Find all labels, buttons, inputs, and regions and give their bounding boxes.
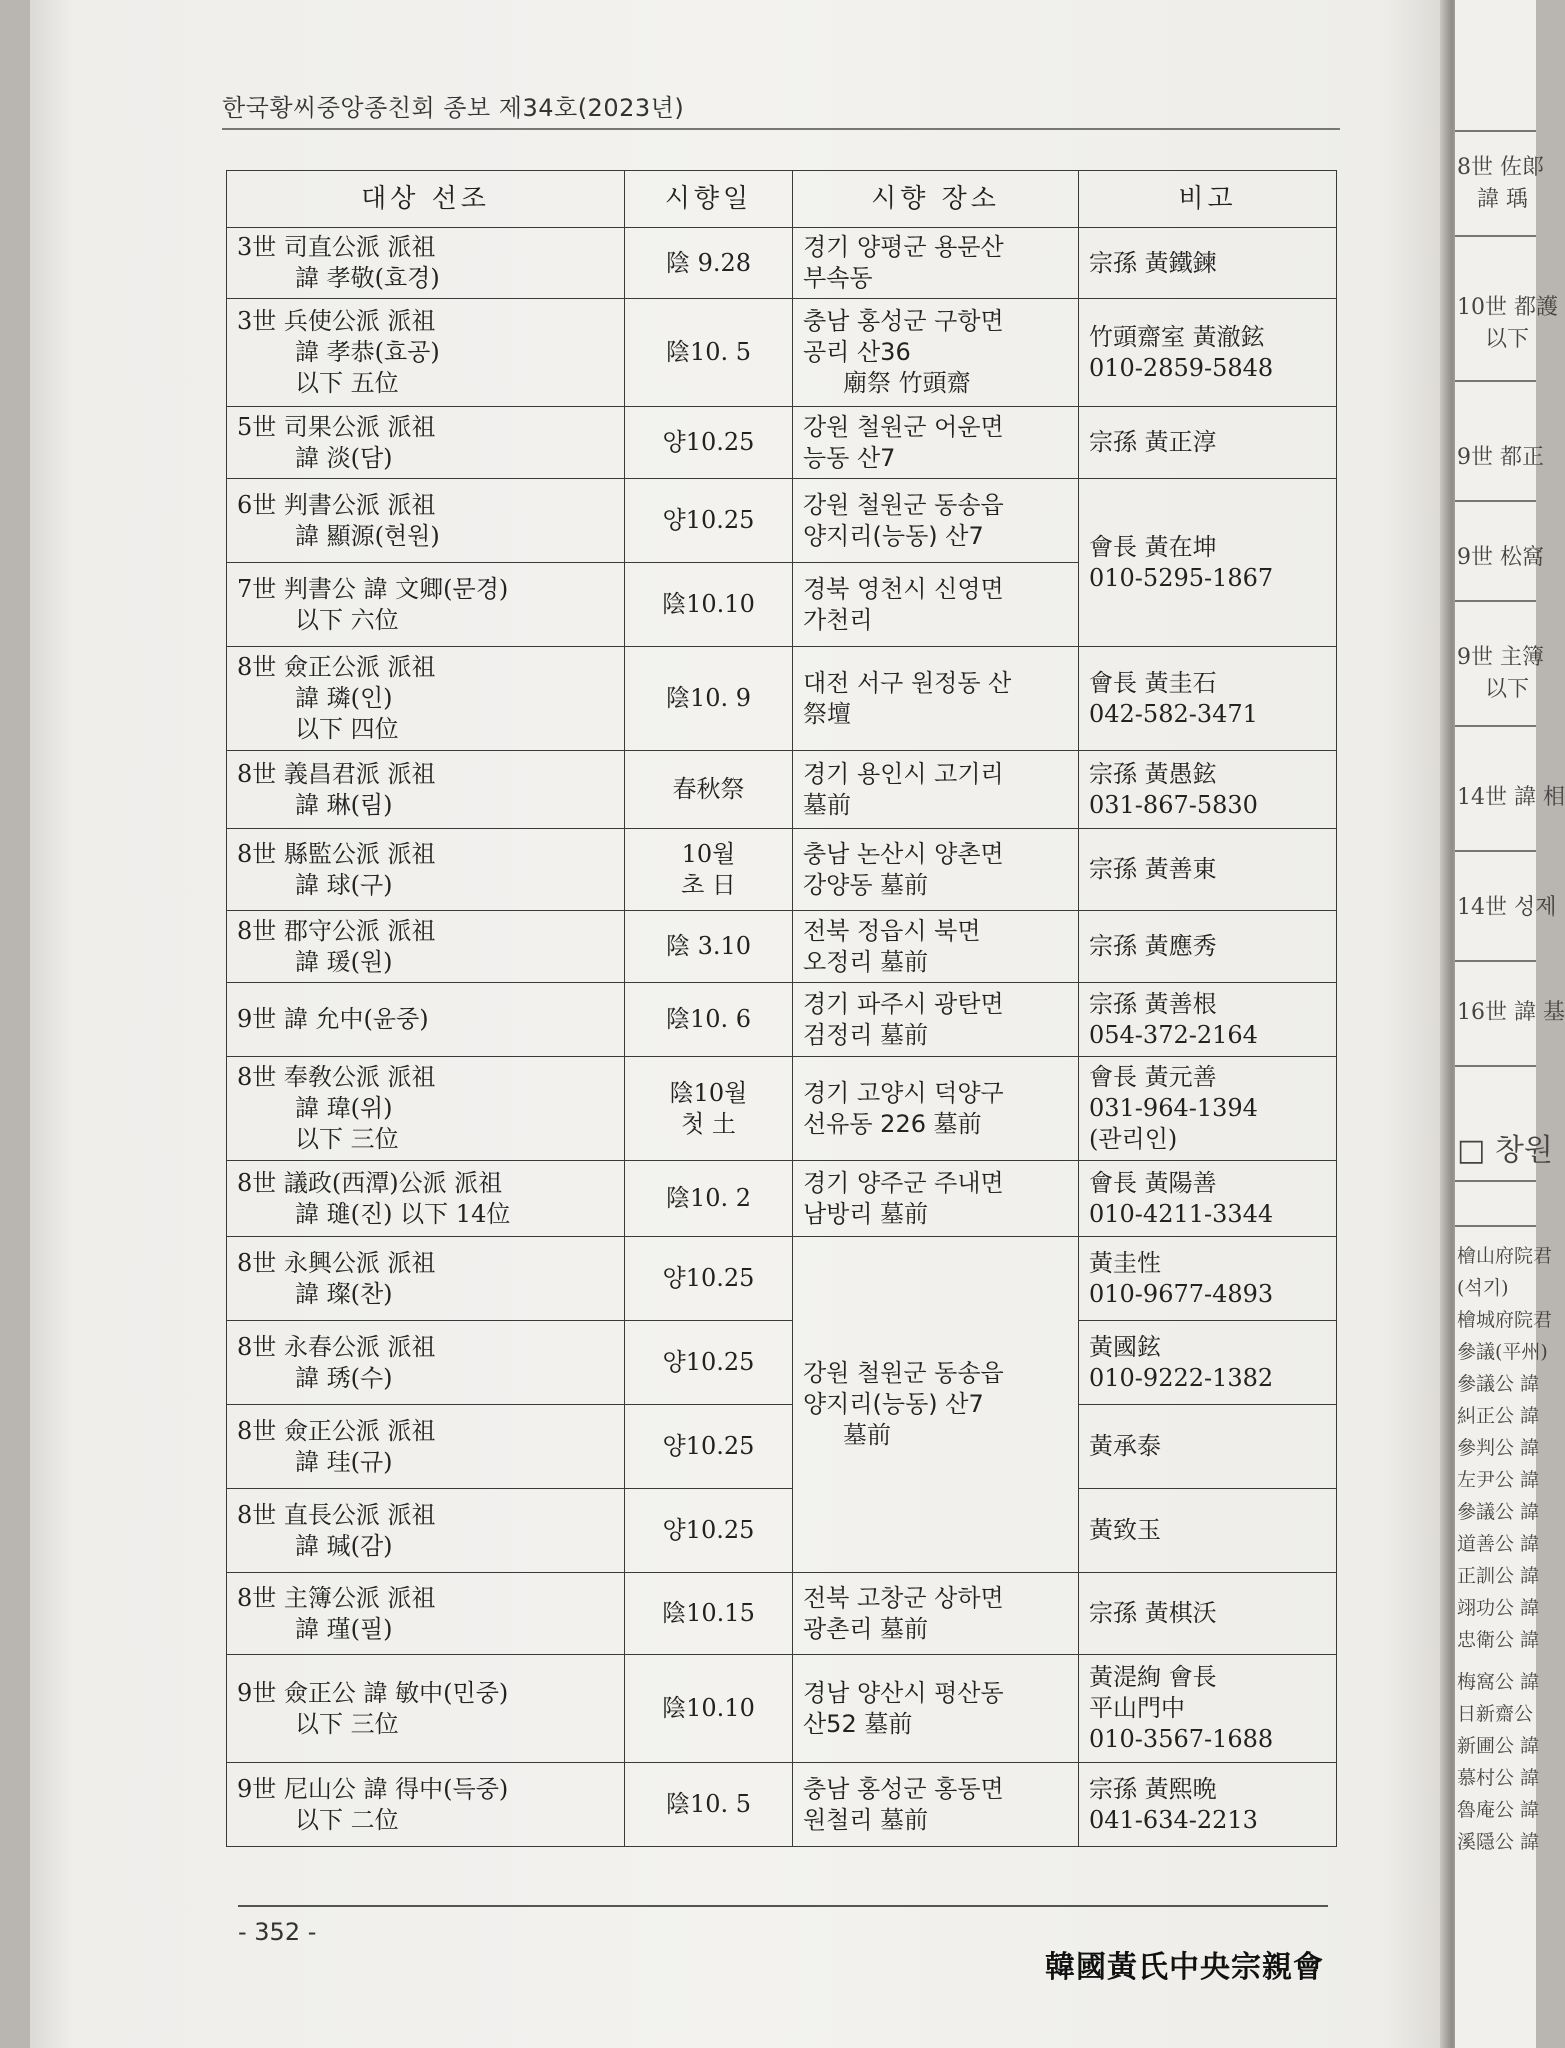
date-line: 첫 土 bbox=[681, 1109, 736, 1138]
ancestor-line: 7世 判書公 諱 文卿(문경) bbox=[237, 574, 509, 603]
column-header-date: 시향일 bbox=[625, 171, 793, 228]
ancestor-line: 8世 議政(西潭)公派 派祖 bbox=[237, 1168, 503, 1197]
note-cell bbox=[1079, 299, 1337, 407]
facing-page-rule bbox=[1455, 380, 1536, 382]
date-line: 陰10. 5 bbox=[665, 338, 752, 366]
date-cell bbox=[625, 479, 793, 563]
memorial-rites-table bbox=[226, 170, 1337, 1847]
note-cell bbox=[1079, 1655, 1337, 1763]
ancestor-cell bbox=[227, 1489, 625, 1573]
date-line: 陰10. 5 bbox=[665, 1790, 752, 1818]
place-line: 墓前 bbox=[843, 1421, 891, 1449]
note-line: 黃圭性 bbox=[1089, 1248, 1161, 1277]
ancestor-cell bbox=[227, 983, 625, 1057]
note-line: 黃致玉 bbox=[1089, 1516, 1161, 1544]
ancestor-line: 以下 五位 bbox=[295, 369, 399, 397]
place-cell bbox=[793, 983, 1079, 1057]
ancestor-line: 8世 永興公派 派祖 bbox=[237, 1248, 436, 1277]
facing-page-text: 10世 都護 bbox=[1457, 295, 1558, 320]
note-line: 010-4211-3344 bbox=[1089, 1199, 1274, 1228]
note-line: 宗孫 黃正淳 bbox=[1089, 428, 1217, 456]
table-row bbox=[227, 983, 1337, 1057]
ancestor-cell bbox=[227, 1655, 625, 1763]
facing-page-rule bbox=[1455, 1065, 1536, 1067]
table-row bbox=[227, 829, 1337, 911]
note-line: 010-2859-5848 bbox=[1089, 353, 1274, 382]
table-row bbox=[227, 1057, 1337, 1161]
ancestor-line: 8世 直長公派 派祖 bbox=[237, 1500, 436, 1529]
table-row bbox=[227, 1237, 1337, 1321]
ancestor-cell bbox=[227, 563, 625, 647]
facing-page-list-item: 檜山府院君 bbox=[1457, 1245, 1553, 1267]
place-line: 강원 철원군 어운면 bbox=[803, 412, 1004, 441]
place-line: 원철리 墓前 bbox=[803, 1805, 929, 1834]
facing-page-list-item: 溪隱公 諱 bbox=[1457, 1831, 1540, 1853]
facing-page-list-item: (석기) bbox=[1457, 1277, 1509, 1299]
column-header-ancestor: 대상 선조 bbox=[227, 171, 625, 228]
date-cell bbox=[625, 563, 793, 647]
date-cell bbox=[625, 829, 793, 911]
place-line: 산52 墓前 bbox=[803, 1709, 913, 1738]
ancestor-line: 3世 兵使公派 派祖 bbox=[237, 307, 436, 335]
facing-page-list-item: 忠衛公 諱 bbox=[1457, 1629, 1540, 1651]
facing-page-list-item: 梅窩公 諱 bbox=[1457, 1671, 1540, 1693]
place-line: 전북 정읍시 북면 bbox=[803, 916, 981, 945]
facing-page-rule bbox=[1455, 725, 1536, 727]
ancestor-line: 諱 淡(담) bbox=[295, 443, 393, 472]
facing-page-text: 以下 bbox=[1485, 677, 1530, 702]
facing-page-list-item: 道善公 諱 bbox=[1457, 1533, 1540, 1555]
date-line: 陰10. 2 bbox=[665, 1184, 752, 1212]
facing-page-list-item: 魯庵公 諱 bbox=[1457, 1799, 1540, 1821]
date-cell bbox=[625, 1489, 793, 1573]
note-cell bbox=[1079, 911, 1337, 983]
note-cell bbox=[1079, 1489, 1337, 1573]
place-cell bbox=[793, 1237, 1079, 1573]
date-line: 양10.25 bbox=[662, 1432, 755, 1460]
note-line: 042-582-3471 bbox=[1089, 699, 1258, 728]
ancestor-line: 諱 球(구) bbox=[295, 870, 393, 899]
table-row bbox=[227, 751, 1337, 829]
place-line: 대전 서구 원정동 산 bbox=[803, 668, 1012, 697]
place-cell bbox=[793, 299, 1079, 407]
facing-page-list-item: 糾正公 諱 bbox=[1457, 1405, 1540, 1427]
place-line: 공리 산36 bbox=[803, 338, 911, 366]
facing-page-list-item: 正訓公 諱 bbox=[1457, 1565, 1540, 1587]
place-cell bbox=[793, 479, 1079, 563]
place-line: 경북 영천시 신영면 bbox=[803, 574, 1004, 603]
date-line: 양10.25 bbox=[662, 1348, 755, 1376]
date-cell bbox=[625, 647, 793, 751]
column-header-place: 시향 장소 bbox=[793, 171, 1079, 228]
note-line: 010-3567-1688 bbox=[1089, 1725, 1274, 1753]
table-row bbox=[227, 299, 1337, 407]
place-line: 墓前 bbox=[803, 790, 851, 819]
date-cell bbox=[625, 1237, 793, 1321]
date-cell bbox=[625, 1763, 793, 1847]
ancestor-line: 8世 僉正公派 派祖 bbox=[237, 653, 436, 681]
facing-page-list-item: 慕村公 諱 bbox=[1457, 1767, 1540, 1789]
place-line: 祭壇 bbox=[803, 699, 851, 728]
date-line: 양10.25 bbox=[662, 1264, 755, 1292]
note-cell bbox=[1079, 1405, 1337, 1489]
place-cell bbox=[793, 1161, 1079, 1237]
place-line: 전북 고창군 상하면 bbox=[803, 1583, 1004, 1612]
facing-page-rule bbox=[1455, 850, 1536, 852]
facing-page-text: 以下 bbox=[1485, 327, 1530, 352]
date-cell bbox=[625, 1573, 793, 1655]
page-number: - 352 - bbox=[238, 1918, 317, 1946]
ancestor-line: 5世 司果公派 派祖 bbox=[237, 412, 436, 441]
ancestor-line: 9世 尼山公 諱 得中(득중) bbox=[237, 1774, 509, 1803]
note-line: 宗孫 黃善東 bbox=[1089, 855, 1217, 883]
note-cell bbox=[1079, 983, 1337, 1057]
table-row bbox=[227, 1763, 1337, 1847]
note-cell bbox=[1079, 1057, 1337, 1161]
table-row bbox=[227, 1321, 1337, 1405]
note-line: (관리인) bbox=[1089, 1125, 1178, 1153]
ancestor-line: 8世 主簿公派 派祖 bbox=[237, 1583, 436, 1612]
note-line: 054-372-2164 bbox=[1089, 1020, 1258, 1049]
facing-page-text: 8世 佐郞 bbox=[1457, 155, 1544, 180]
ancestor-line: 以下 四位 bbox=[295, 715, 399, 743]
ancestor-line: 3世 司直公派 派祖 bbox=[237, 233, 436, 261]
facing-page-text: 14世 성제 bbox=[1457, 895, 1557, 920]
ancestor-line: 諱 琇(수) bbox=[295, 1363, 393, 1392]
note-line: 竹頭齋室 黃澈鉉 bbox=[1089, 322, 1265, 351]
facing-page-list-item: 新圃公 諱 bbox=[1457, 1735, 1540, 1757]
place-line: 검정리 墓前 bbox=[803, 1020, 929, 1049]
date-cell bbox=[625, 1057, 793, 1161]
place-line: 경기 파주시 광탄면 bbox=[803, 989, 1004, 1018]
organization-logo-text: 韓國黃氏中央宗親會 bbox=[1045, 1950, 1324, 1985]
ancestor-line: 8世 永春公派 派祖 bbox=[237, 1332, 436, 1361]
note-line: 黃承泰 bbox=[1089, 1432, 1161, 1460]
note-cell bbox=[1079, 829, 1337, 911]
date-line: 양10.25 bbox=[662, 428, 755, 456]
note-cell bbox=[1079, 1237, 1337, 1321]
place-line: 경기 양평군 용문산 bbox=[803, 233, 1004, 261]
note-line: 031-964-1394 bbox=[1089, 1094, 1258, 1122]
note-cell bbox=[1079, 1763, 1337, 1847]
ancestor-line: 6世 判書公派 派祖 bbox=[237, 490, 436, 519]
place-line: 충남 홍성군 홍동면 bbox=[803, 1774, 1004, 1803]
place-line: 오정리 墓前 bbox=[803, 947, 929, 976]
note-line: 宗孫 黃棋沃 bbox=[1089, 1599, 1217, 1627]
place-cell bbox=[793, 563, 1079, 647]
facing-page-text: 諱 瑀 bbox=[1477, 187, 1528, 212]
note-line: 會長 黃在坤 bbox=[1089, 532, 1217, 561]
note-cell bbox=[1079, 407, 1337, 479]
date-line: 陰 9.28 bbox=[665, 248, 752, 277]
facing-page-section-title: □ 창원 bbox=[1457, 1133, 1553, 1168]
place-line: 경기 용인시 고기리 bbox=[803, 759, 1004, 788]
ancestor-line: 以下 二位 bbox=[295, 1805, 399, 1834]
date-cell bbox=[625, 299, 793, 407]
place-cell bbox=[793, 407, 1079, 479]
place-line: 경기 고양시 덕양구 bbox=[803, 1078, 1004, 1107]
place-line: 강원 철원군 동송읍 bbox=[803, 1359, 1004, 1387]
note-line: 會長 黃元善 bbox=[1089, 1063, 1217, 1091]
ancestor-line: 8世 奉敎公派 派祖 bbox=[237, 1063, 436, 1091]
facing-page-edge bbox=[1455, 0, 1565, 2048]
table-header-row bbox=[227, 171, 1337, 228]
place-cell bbox=[793, 829, 1079, 911]
ancestor-line: 諱 瑾(필) bbox=[295, 1614, 393, 1643]
note-line: 宗孫 黃愚鉉 bbox=[1089, 759, 1217, 788]
ancestor-line: 諱 璡(진) 以下 14位 bbox=[295, 1199, 511, 1228]
date-line: 陰10.15 bbox=[662, 1599, 755, 1627]
note-line: 宗孫 黃應秀 bbox=[1089, 932, 1217, 960]
place-line: 남방리 墓前 bbox=[803, 1199, 929, 1228]
ancestor-cell bbox=[227, 1763, 625, 1847]
note-line: 031-867-5830 bbox=[1089, 790, 1258, 819]
place-line: 경기 양주군 주내면 bbox=[803, 1168, 1004, 1197]
place-cell bbox=[793, 911, 1079, 983]
date-cell bbox=[625, 1655, 793, 1763]
date-cell bbox=[625, 1161, 793, 1237]
ancestor-cell bbox=[227, 1321, 625, 1405]
ancestor-line: 8世 郡守公派 派祖 bbox=[237, 916, 436, 945]
note-line: 010-5295-1867 bbox=[1089, 563, 1274, 592]
facing-page-rule bbox=[1455, 1180, 1536, 1182]
ancestor-cell bbox=[227, 647, 625, 751]
ancestor-line: 8世 縣監公派 派祖 bbox=[237, 839, 436, 868]
ancestor-cell bbox=[227, 1573, 625, 1655]
facing-page-text: 9世 都正 bbox=[1457, 445, 1544, 470]
date-line: 양10.25 bbox=[662, 506, 755, 534]
date-cell bbox=[625, 983, 793, 1057]
table-row bbox=[227, 479, 1337, 563]
ancestor-line: 諱 顯源(현원) bbox=[295, 521, 440, 550]
ancestor-line: 9世 僉正公 諱 敏中(민중) bbox=[237, 1678, 509, 1707]
facing-page-list-item: 左尹公 諱 bbox=[1457, 1469, 1540, 1491]
ancestor-cell bbox=[227, 407, 625, 479]
date-cell bbox=[625, 1321, 793, 1405]
ancestor-cell bbox=[227, 299, 625, 407]
facing-page-list-item: 參議公 諱 bbox=[1457, 1501, 1540, 1523]
place-line: 가천리 bbox=[803, 605, 873, 634]
ancestor-line: 以下 三位 bbox=[295, 1709, 399, 1738]
place-cell bbox=[793, 1573, 1079, 1655]
place-cell bbox=[793, 228, 1079, 299]
place-line: 양지리(능동) 산7 bbox=[803, 521, 984, 550]
facing-page-rule bbox=[1455, 960, 1536, 962]
note-cell bbox=[1079, 1161, 1337, 1237]
date-line: 10월 bbox=[681, 839, 736, 868]
note-line: 041-634-2213 bbox=[1089, 1805, 1258, 1834]
note-line: 黃湜絢 會長 bbox=[1089, 1663, 1217, 1691]
footer-rule bbox=[238, 1905, 1328, 1907]
table-row bbox=[227, 1655, 1337, 1763]
note-cell bbox=[1079, 228, 1337, 299]
date-line: 陰10.10 bbox=[662, 1694, 755, 1722]
date-line: 春秋祭 bbox=[672, 775, 745, 803]
note-line: 010-9222-1382 bbox=[1089, 1363, 1274, 1392]
table-row bbox=[227, 647, 1337, 751]
place-line: 선유동 226 墓前 bbox=[803, 1109, 982, 1138]
date-line: 陰10월 bbox=[669, 1078, 748, 1107]
date-line: 陰 3.10 bbox=[665, 932, 752, 960]
ancestor-cell bbox=[227, 1405, 625, 1489]
ancestor-line: 諱 孝恭(효공) bbox=[295, 338, 440, 366]
ancestor-line: 諱 琳(림) bbox=[295, 790, 393, 819]
ancestor-line: 以下 六位 bbox=[295, 605, 399, 634]
facing-page-list-item: 參判公 諱 bbox=[1457, 1437, 1540, 1459]
place-cell bbox=[793, 647, 1079, 751]
place-cell bbox=[793, 1655, 1079, 1763]
note-cell bbox=[1079, 479, 1337, 647]
note-line: 會長 黃圭石 bbox=[1089, 668, 1217, 697]
note-line: 宗孫 黃鐵鍊 bbox=[1089, 248, 1217, 277]
note-line: 宗孫 黃善根 bbox=[1089, 989, 1217, 1018]
place-cell bbox=[793, 751, 1079, 829]
facing-page-text: 16世 諱 基 bbox=[1457, 1000, 1565, 1025]
place-line: 능동 산7 bbox=[803, 443, 896, 472]
facing-page-list-item: 檜城府院君 bbox=[1457, 1309, 1553, 1331]
place-line: 강원 철원군 동송읍 bbox=[803, 490, 1004, 519]
ancestor-line: 8世 義昌君派 派祖 bbox=[237, 759, 436, 788]
date-cell bbox=[625, 911, 793, 983]
ancestor-line: 諱 瑋(위) bbox=[295, 1094, 393, 1122]
facing-page-rule bbox=[1455, 1225, 1536, 1227]
ancestor-line: 諱 珪(규) bbox=[295, 1447, 393, 1476]
table-row bbox=[227, 911, 1337, 983]
table-row bbox=[227, 228, 1337, 299]
ancestor-cell bbox=[227, 1161, 625, 1237]
facing-page-rule bbox=[1455, 600, 1536, 602]
note-cell bbox=[1079, 1321, 1337, 1405]
place-line: 강양동 墓前 bbox=[803, 870, 929, 899]
ancestor-cell bbox=[227, 1237, 625, 1321]
table-row bbox=[227, 407, 1337, 479]
place-cell bbox=[793, 1057, 1079, 1161]
place-cell bbox=[793, 1763, 1079, 1847]
facing-page-list-item: 翊功公 諱 bbox=[1457, 1597, 1540, 1619]
ancestor-line: 諱 瑊(감) bbox=[295, 1531, 393, 1560]
place-line: 양지리(능동) 산7 bbox=[803, 1390, 984, 1418]
ancestor-cell bbox=[227, 751, 625, 829]
ancestor-line: 諱 孝敬(효경) bbox=[295, 264, 440, 292]
ancestor-line: 以下 三位 bbox=[295, 1125, 399, 1153]
ancestor-line: 8世 僉正公派 派祖 bbox=[237, 1416, 436, 1445]
table-row bbox=[227, 1405, 1337, 1489]
header-rule bbox=[222, 128, 1340, 130]
ancestor-cell bbox=[227, 911, 625, 983]
ancestor-cell bbox=[227, 1057, 625, 1161]
date-line: 초 日 bbox=[681, 870, 736, 899]
note-cell bbox=[1079, 1573, 1337, 1655]
column-header-note: 비고 bbox=[1079, 171, 1337, 228]
ancestor-line: 諱 瑗(원) bbox=[295, 947, 393, 976]
date-cell bbox=[625, 1405, 793, 1489]
date-cell bbox=[625, 751, 793, 829]
ancestor-cell bbox=[227, 829, 625, 911]
facing-page-text: 9世 松窩 bbox=[1457, 545, 1544, 570]
ancestor-line: 9世 諱 允中(윤중) bbox=[237, 1005, 429, 1033]
ancestor-cell bbox=[227, 479, 625, 563]
place-line: 廟祭 竹頭齋 bbox=[843, 369, 971, 397]
place-line: 부속동 bbox=[803, 264, 873, 292]
place-line: 광촌리 墓前 bbox=[803, 1614, 929, 1643]
date-line: 陰10. 6 bbox=[665, 1005, 752, 1033]
facing-page-rule bbox=[1455, 235, 1536, 237]
place-line: 충남 논산시 양촌면 bbox=[803, 839, 1004, 868]
date-line: 陰10.10 bbox=[662, 590, 755, 618]
table-row bbox=[227, 1489, 1337, 1573]
note-line: 會長 黃陽善 bbox=[1089, 1168, 1217, 1197]
place-line: 경남 양산시 평산동 bbox=[803, 1678, 1004, 1707]
facing-page-list bbox=[1457, 1240, 1552, 1858]
facing-page-rule bbox=[1455, 130, 1536, 132]
note-line: 黃國鉉 bbox=[1089, 1332, 1161, 1361]
page-header: 한국황씨중앙종친회 종보 제34호(2023년) bbox=[222, 94, 685, 122]
facing-page-text: 9世 主簿 bbox=[1457, 645, 1544, 670]
date-line: 陰10. 9 bbox=[665, 684, 752, 712]
facing-page-list-item: 日新齋公 bbox=[1457, 1703, 1534, 1725]
facing-page-list-item: 參議(平州) bbox=[1457, 1341, 1548, 1363]
facing-page-text: 14世 諱 相 bbox=[1457, 785, 1565, 810]
date-line: 양10.25 bbox=[662, 1516, 755, 1544]
table-row bbox=[227, 1573, 1337, 1655]
facing-page-list-item: 參議公 諱 bbox=[1457, 1373, 1540, 1395]
note-line: 010-9677-4893 bbox=[1089, 1279, 1274, 1308]
place-line: 충남 홍성군 구항면 bbox=[803, 307, 1004, 335]
date-cell bbox=[625, 407, 793, 479]
note-cell bbox=[1079, 647, 1337, 751]
table-row bbox=[227, 1161, 1337, 1237]
date-cell bbox=[625, 228, 793, 299]
note-cell bbox=[1079, 751, 1337, 829]
note-line: 平山門中 bbox=[1089, 1694, 1185, 1722]
note-line: 宗孫 黃熙晩 bbox=[1089, 1774, 1217, 1803]
ancestor-line: 諱 璘(인) bbox=[295, 684, 393, 712]
facing-page-rule bbox=[1455, 500, 1536, 502]
ancestor-cell bbox=[227, 228, 625, 299]
ancestor-line: 諱 璨(찬) bbox=[295, 1279, 393, 1308]
